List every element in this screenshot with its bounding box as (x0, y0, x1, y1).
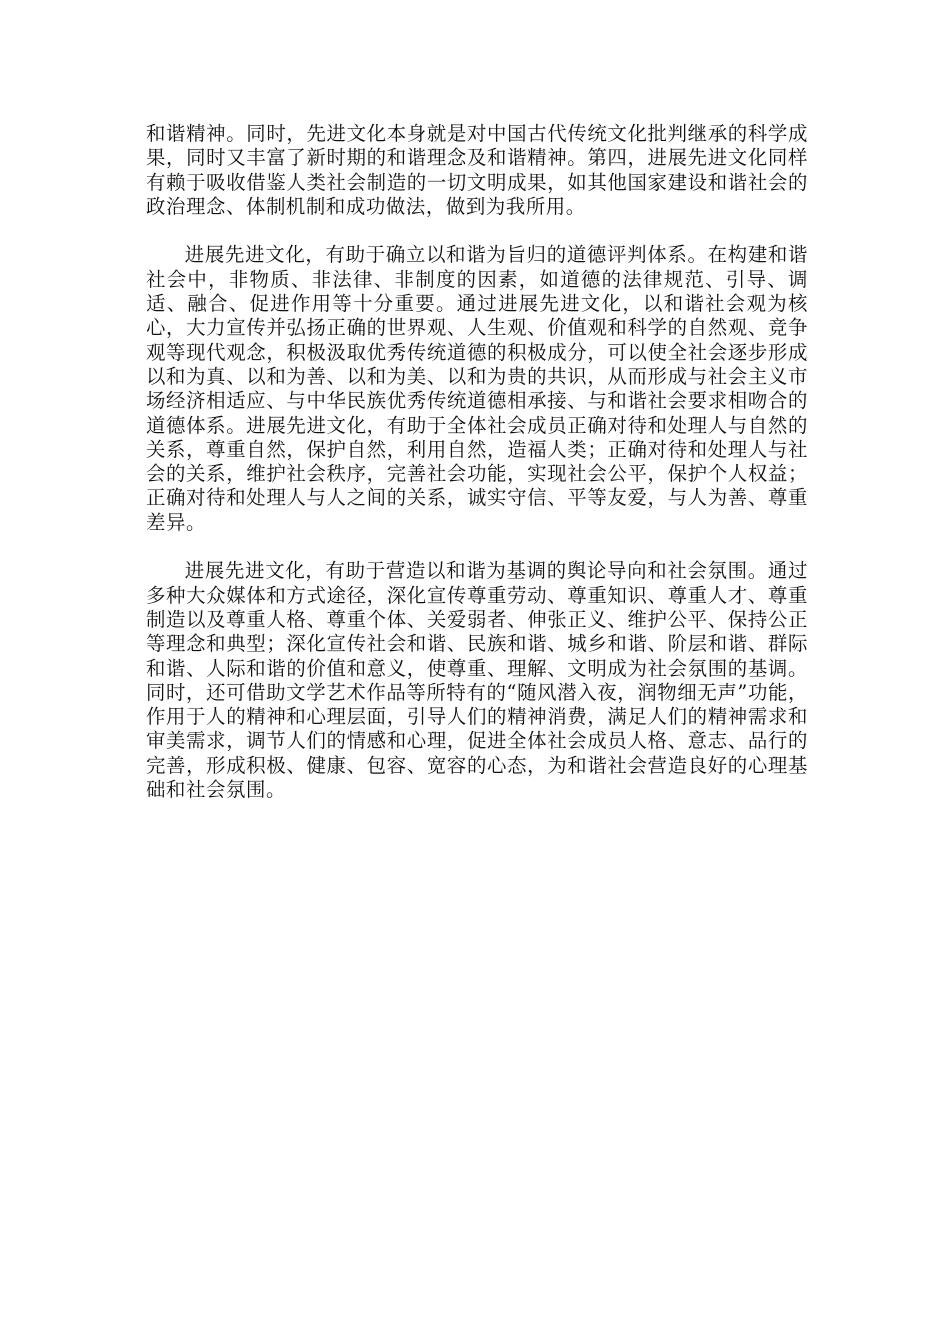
paragraph-3: 进展先进文化，有助于营造以和谐为基调的舆论导向和社会氛围。通过多种大众媒体和方式途径，深化宣传尊重劳动、尊重知识、尊重人才、尊重制造以及尊重人格、尊重个体、关爱弱者、伸张正义、维护公平、保持公正等理念和典型；深化宣传社会和谐、民族和谐、城乡和谐、阶层和谐、群际和谐、人际和谐的价值和意义，使尊重、理解、文明成为社会氛围的基调。同时，还可借助文学艺术作品等所特有的“随风潜入夜，润物细无声”功能，作用于人的精神和心理层面，引导人们的精神消费，满足人们的精神需求和审美需求，调节人们的情感和心理，促进全体社会成员人格、意志、品行的完善，形成积极、健康、包容、宽容的心态，为和谐社会营造良好的心理基础和社会氛围。 (146, 559, 808, 802)
paragraph-1: 和谐精神。同时，先进文化本身就是对中国古代传统文化批判继承的科学成果，同时又丰富了新时期的和谐理念及和谐精神。第四，进展先进文化同样有赖于吸收借鉴人类社会制造的一切文明成果，如其他国家建设和谐社会的政治理念、体制机制和成功做法，做到为我所用。 (146, 122, 808, 218)
document-body (146, 122, 808, 827)
paragraph-2: 进展先进文化，有助于确立以和谐为旨归的道德评判体系。在构建和谐社会中，非物质、非法律、非制度的因素，如道德的法律规范、引导、调适、融合、促进作用等十分重要。通过进展先进文化，以和谐社会观为核心，大力宣传并弘扬正确的世界观、人生观、价值观和科学的自然观、竞争观等现代观念，积极汲取优秀传统道德的积极成分，可以使全社会逐步形成以和为真、以和为善、以和为美、以和为贵的共识，从而形成与社会主义市场经济相适应、与中华民族优秀传统道德相承接、与和谐社会要求相吻合的道德体系。进展先进文化，有助于全体社会成员正确对待和处理人与自然的关系，尊重自然，保护自然，利用自然，造福人类；正确对待和处理人与社会的关系，维护社会秩序，完善社会功能，实现社会公平，保护个人权益；正确对待和处理人与人之间的关系，诚实守信、平等友爱，与人为善、尊重差异。 (146, 243, 808, 534)
